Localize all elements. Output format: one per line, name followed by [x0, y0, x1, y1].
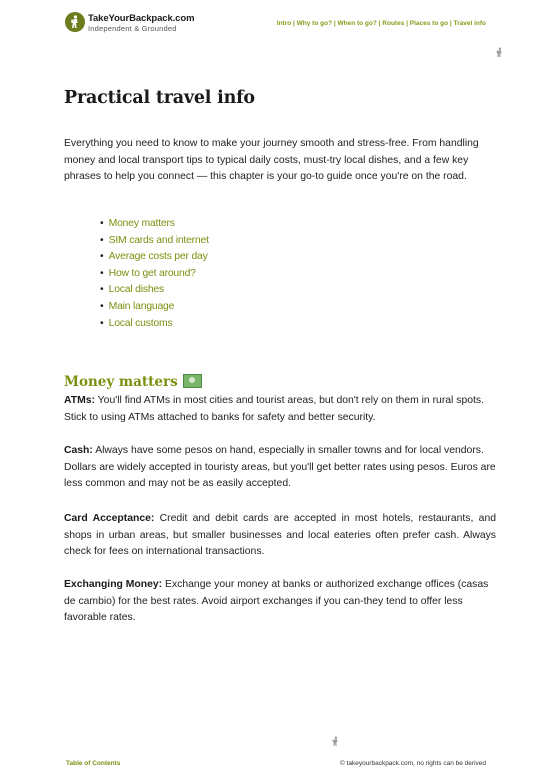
section-title: Money matters [64, 374, 178, 390]
exchanging-money-paragraph [64, 577, 496, 627]
atms-paragraph [64, 393, 496, 426]
list-item [100, 249, 209, 266]
toc-link-local-customs[interactable]: Local customs [108, 317, 173, 329]
hiker-icon [495, 47, 504, 58]
nav-places-to-go[interactable]: Places to go [409, 20, 449, 27]
nav-when-to-go[interactable]: When to go? [337, 20, 377, 27]
list-item [100, 282, 209, 299]
toc-link-get-around[interactable]: How to get around? [108, 267, 196, 279]
page-title: Practical travel info [64, 88, 255, 108]
section-heading [64, 374, 202, 390]
section-list [100, 216, 209, 332]
list-item [100, 316, 209, 333]
table-of-contents-link[interactable]: Table of Contents [66, 760, 121, 767]
brand-name[interactable]: TakeYourBackpack.com [88, 13, 195, 24]
nav-why-to-go[interactable]: Why to go? [296, 20, 333, 27]
toc-link-sim-cards[interactable]: SIM cards and internet [108, 234, 209, 246]
toc-link-money-matters[interactable]: Money matters [108, 218, 175, 229]
paragraph-term: Exchanging Money: [64, 579, 163, 590]
intro-paragraph: Everything you need to know to make your journey smooth and stress-free. From handling money and local transport tips to typical daily costs, must-try local dishes, and a few key phrases to help you connect — this chapter is your go-to guide once you're on the road. [64, 138, 479, 183]
copyright-notice: © takeyourbackpack.com, no rights can be derived [339, 760, 486, 767]
paragraph-text: Always have some pesos on hand, especially in smaller towns and for local vendors. Dollars are widely accepted in touristy areas, but you'll get better rates using pesos. Euros are less common and may not be as easily accepted. [64, 445, 496, 490]
toc-link-main-language[interactable]: Main language [108, 300, 175, 312]
paragraph-term: ATMs: [64, 395, 95, 406]
paragraph-text: Credit and debit cards are accepted in most hotels, restaurants, and shops in urban areas, but smaller businesses and local eateries often prefer cash. Always check for fees on international transactions. [64, 513, 496, 558]
logo[interactable] [65, 12, 85, 32]
toc-link-local-dishes[interactable]: Local dishes [108, 284, 165, 296]
hiker-icon [69, 15, 81, 29]
tagline: Independent & Grounded [88, 24, 177, 33]
nav-travel-info[interactable]: Travel info [453, 20, 486, 27]
paragraph-term: Cash: [64, 445, 93, 456]
list-item [100, 233, 209, 250]
card-acceptance-paragraph [64, 511, 496, 561]
toc-link-average-costs[interactable]: Average costs per day [108, 251, 208, 263]
list-item [100, 299, 209, 316]
cash-paragraph [64, 443, 496, 493]
paragraph-term: Card Acceptance: [64, 513, 155, 524]
paragraph-text: You'll find ATMs in most cities and tourist areas, but don't rely on them in rural spots. Stick to using ATMs attached to banks for safety and better security. [64, 395, 484, 423]
list-item [100, 266, 209, 283]
nav-intro[interactable]: Intro [276, 20, 292, 27]
nav-routes[interactable]: Routes [382, 20, 405, 27]
paragraph-text: Exchange your money at banks or authorized exchange offices (casas de cambio) for the best rates. Avoid airport exchanges if you can-they tend to offer less favorable rates. [64, 579, 489, 624]
list-item [100, 216, 209, 233]
money-icon [183, 374, 202, 388]
hiker-icon [331, 736, 340, 747]
top-navigation: Intro | Why to go? | When to go? | Routes | Places to go | Travel info [276, 20, 486, 27]
header [0, 0, 550, 46]
